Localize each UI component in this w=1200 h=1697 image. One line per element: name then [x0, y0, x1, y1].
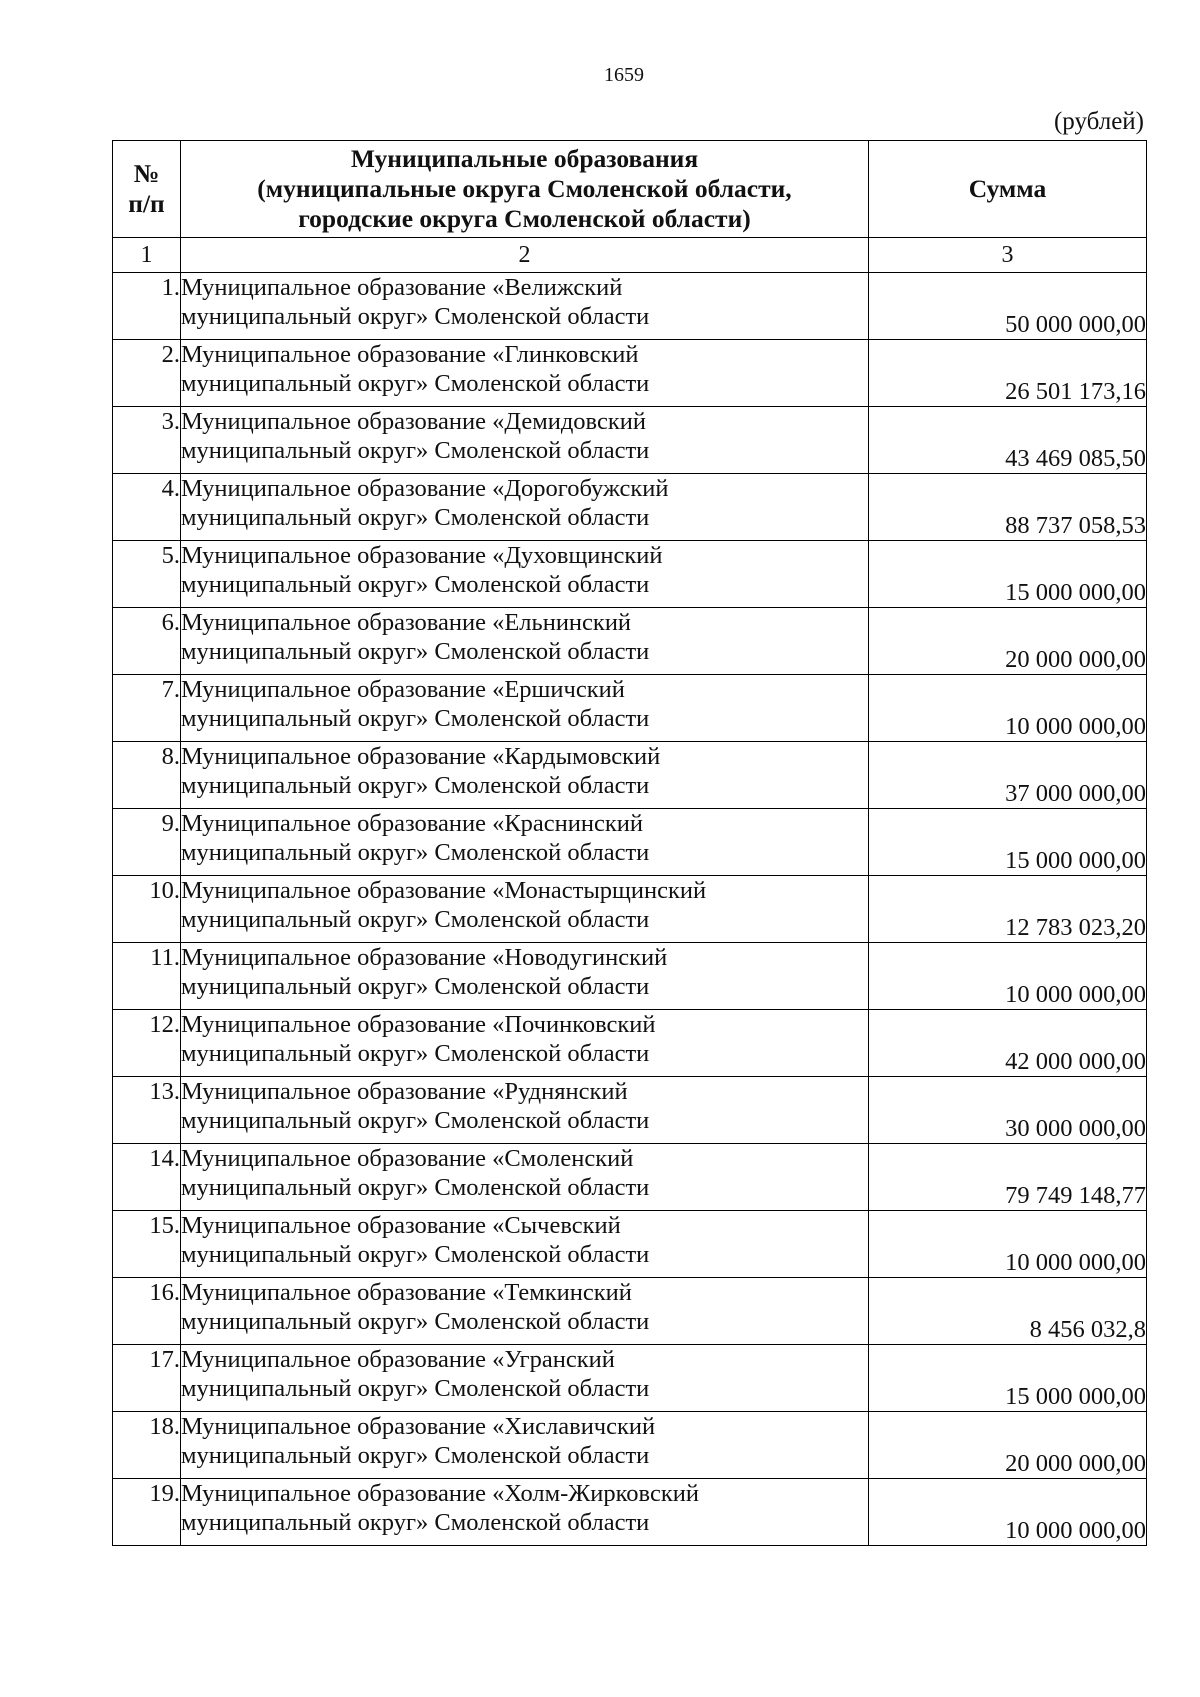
row-name-cell: [181, 1278, 869, 1345]
row-name-cell: [181, 1345, 869, 1412]
row-name-cell: [181, 340, 869, 407]
row-name-line2: муниципальный округ» Смоленской области: [181, 1241, 650, 1268]
row-name-line1: Муниципальное образование «Хиславичский: [181, 1413, 656, 1440]
row-name-line2: муниципальный округ» Смоленской области: [181, 638, 650, 665]
row-amount-cell: 43 469 085,50: [869, 407, 1147, 474]
table-row: [113, 541, 1147, 608]
row-amount-cell: 10 000 000,00: [869, 943, 1147, 1010]
row-name-line1: Муниципальное образование «Ельнинский: [181, 609, 632, 636]
row-index-cell: 3.: [113, 407, 181, 474]
row-name-cell: [181, 474, 869, 541]
row-name-cell: [181, 608, 869, 675]
row-name-line1: Муниципальное образование «Сычевский: [181, 1212, 621, 1239]
row-amount-cell: 37 000 000,00: [869, 742, 1147, 809]
row-name-cell: [181, 742, 869, 809]
row-name-line1: Муниципальное образование «Темкинский: [181, 1279, 632, 1306]
column-number-3: 3: [869, 238, 1147, 273]
table-row: [113, 1211, 1147, 1278]
row-name-cell: [181, 407, 869, 474]
row-amount-cell: 10 000 000,00: [869, 1211, 1147, 1278]
row-name-line2: муниципальный округ» Смоленской области: [181, 504, 650, 531]
row-index-cell: 10.: [113, 876, 181, 943]
row-name-line2: муниципальный округ» Смоленской области: [181, 437, 650, 464]
row-name-line2: муниципальный округ» Смоленской области: [181, 973, 650, 1000]
units-label: (рублей): [1053, 108, 1144, 135]
row-index-cell: 7.: [113, 675, 181, 742]
row-name-cell: [181, 809, 869, 876]
row-name-line1: Муниципальное образование «Холм-Жирковский: [181, 1480, 699, 1507]
header-number-symbol: №: [133, 159, 160, 188]
table-row: [113, 809, 1147, 876]
row-index-cell: 6.: [113, 608, 181, 675]
row-amount-cell: 50 000 000,00: [869, 273, 1147, 340]
row-amount-cell: 20 000 000,00: [869, 1412, 1147, 1479]
row-name-line2: муниципальный округ» Смоленской области: [181, 1107, 650, 1134]
row-name-line1: Муниципальное образование «Духовщинский: [181, 542, 663, 569]
column-number-2: 2: [181, 238, 869, 273]
row-index-cell: 1.: [113, 273, 181, 340]
row-index-cell: 16.: [113, 1278, 181, 1345]
row-index-cell: 15.: [113, 1211, 181, 1278]
row-amount-cell: 15 000 000,00: [869, 541, 1147, 608]
row-name-line2: муниципальный округ» Смоленской области: [181, 839, 650, 866]
row-name-cell: [181, 1010, 869, 1077]
header-municipality-line1: Муниципальные образования: [350, 144, 699, 173]
table-row: [113, 1144, 1147, 1211]
row-index-cell: 12.: [113, 1010, 181, 1077]
row-index-cell: 9.: [113, 809, 181, 876]
table-row: [113, 1010, 1147, 1077]
row-amount-cell: 8 456 032,8: [869, 1278, 1147, 1345]
row-amount-cell: 79 749 148,77: [869, 1144, 1147, 1211]
row-amount-cell: 15 000 000,00: [869, 1345, 1147, 1412]
table-row: [113, 1077, 1147, 1144]
row-amount-cell: 88 737 058,53: [869, 474, 1147, 541]
row-name-line2: муниципальный округ» Смоленской области: [181, 370, 650, 397]
column-number-1: 1: [113, 238, 181, 273]
header-municipality-line3: городские округа Смоленской области): [298, 204, 751, 233]
row-name-line1: Муниципальное образование «Смоленский: [181, 1145, 634, 1172]
row-amount-cell: 15 000 000,00: [869, 809, 1147, 876]
row-amount-cell: 20 000 000,00: [869, 608, 1147, 675]
row-index-cell: 2.: [113, 340, 181, 407]
table-header-row: [113, 141, 1147, 238]
row-name-line1: Муниципальное образование «Велижский: [181, 274, 623, 301]
row-index-cell: 17.: [113, 1345, 181, 1412]
header-municipality-cell: [181, 141, 869, 238]
row-name-line2: муниципальный округ» Смоленской области: [181, 1375, 650, 1402]
table-row: [113, 675, 1147, 742]
row-name-line1: Муниципальное образование «Монастырщинский: [181, 877, 707, 904]
row-name-line2: муниципальный округ» Смоленской области: [181, 705, 650, 732]
row-name-cell: [181, 943, 869, 1010]
row-name-line1: Муниципальное образование «Руднянский: [181, 1078, 628, 1105]
row-index-cell: 18.: [113, 1412, 181, 1479]
row-name-line1: Муниципальное образование «Ершичский: [181, 676, 625, 703]
row-amount-cell: 42 000 000,00: [869, 1010, 1147, 1077]
row-amount-cell: 10 000 000,00: [869, 675, 1147, 742]
row-name-cell: [181, 1211, 869, 1278]
row-amount-cell: 30 000 000,00: [869, 1077, 1147, 1144]
row-name-line2: муниципальный округ» Смоленской области: [181, 906, 650, 933]
table-row: [113, 474, 1147, 541]
row-amount-cell: 26 501 173,16: [869, 340, 1147, 407]
row-name-line1: Муниципальное образование «Краснинский: [181, 810, 644, 837]
column-number-row: [113, 238, 1147, 273]
row-name-cell: [181, 1479, 869, 1546]
table-row: [113, 876, 1147, 943]
row-name-line1: Муниципальное образование «Демидовский: [181, 408, 646, 435]
row-amount-cell: 12 783 023,20: [869, 876, 1147, 943]
row-index-cell: 4.: [113, 474, 181, 541]
row-name-line1: Муниципальное образование «Дорогобужский: [181, 475, 669, 502]
row-name-line2: муниципальный округ» Смоленской области: [181, 571, 650, 598]
row-index-cell: 8.: [113, 742, 181, 809]
row-name-line2: муниципальный округ» Смоленской области: [181, 1040, 650, 1067]
table-row: [113, 1479, 1147, 1546]
table-row: [113, 340, 1147, 407]
row-name-cell: [181, 1077, 869, 1144]
table-row: [113, 608, 1147, 675]
row-index-cell: 5.: [113, 541, 181, 608]
table-row: [113, 1412, 1147, 1479]
header-municipality-line2: (муниципальные округа Смоленской области,: [257, 174, 792, 203]
table-row: [113, 943, 1147, 1010]
table-row: [113, 742, 1147, 809]
row-index-cell: 19.: [113, 1479, 181, 1546]
row-name-line1: Муниципальное образование «Новодугинский: [181, 944, 668, 971]
row-name-cell: [181, 1412, 869, 1479]
row-name-line2: муниципальный округ» Смоленской области: [181, 303, 650, 330]
table-row: [113, 273, 1147, 340]
row-name-line1: Муниципальное образование «Угранский: [181, 1346, 615, 1373]
table-row: [113, 1278, 1147, 1345]
row-name-line2: муниципальный округ» Смоленской области: [181, 1174, 650, 1201]
row-name-cell: [181, 1144, 869, 1211]
row-name-line2: муниципальный округ» Смоленской области: [181, 1308, 650, 1335]
row-name-cell: [181, 273, 869, 340]
row-name-cell: [181, 876, 869, 943]
row-index-cell: 13.: [113, 1077, 181, 1144]
row-name-line1: Муниципальное образование «Кардымовский: [181, 743, 661, 770]
header-amount-cell: Сумма: [869, 141, 1147, 238]
table-body: [113, 273, 1147, 1546]
table-row: [113, 1345, 1147, 1412]
row-index-cell: 11.: [113, 943, 181, 1010]
allocation-table: [112, 140, 1147, 1546]
row-name-line1: Муниципальное образование «Глинковский: [181, 341, 639, 368]
row-name-cell: [181, 675, 869, 742]
row-name-line2: муниципальный округ» Смоленской области: [181, 1509, 650, 1536]
page-number: 1659: [604, 64, 644, 86]
row-amount-cell: 10 000 000,00: [869, 1479, 1147, 1546]
row-name-line2: муниципальный округ» Смоленской области: [181, 1442, 650, 1469]
row-name-line2: муниципальный округ» Смоленской области: [181, 772, 650, 799]
header-number-abbrev: п/п: [128, 189, 165, 218]
row-index-cell: 14.: [113, 1144, 181, 1211]
row-name-cell: [181, 541, 869, 608]
header-number-cell: [113, 141, 181, 238]
table-row: [113, 407, 1147, 474]
row-name-line1: Муниципальное образование «Починковский: [181, 1011, 656, 1038]
